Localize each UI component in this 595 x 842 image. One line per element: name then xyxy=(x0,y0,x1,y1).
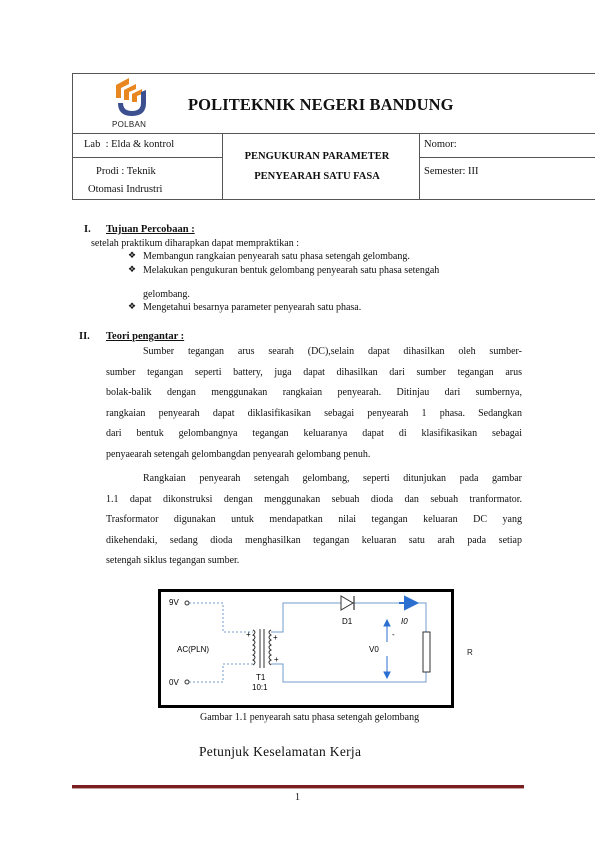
polban-logo-icon xyxy=(112,76,152,120)
label-i0: I0 xyxy=(401,617,408,626)
lab-label xyxy=(84,138,174,151)
objective-item-1: Membangun rangkaian penyearah satu phasa setengah gelombang. xyxy=(143,251,410,262)
objective-item-3: Mengetahui besarnya parameter penyearah satu phasa. xyxy=(143,302,362,313)
theory-paragraph-2 xyxy=(106,469,522,572)
paragraph-line: setengah siklus tegangan sumber. xyxy=(106,555,240,566)
paragraph-line: bolak-balik dengan menggunakan rangkaian penyearah. Ditinjau dari sumbernya, xyxy=(106,387,522,398)
header-col-divider-2 xyxy=(419,133,420,200)
section-2-title: Teori pengantar : xyxy=(106,331,185,342)
paragraph-line: penyaearah setengah gelombangdan penyearah gelombang penuh. xyxy=(106,448,371,460)
institution-name: POLITEKNIK NEGERI BANDUNG xyxy=(188,95,454,114)
paragraph-line: sumber tegangan seperti battery, juga dapat dihasilkan dari sumber tegangan arus xyxy=(106,366,522,378)
label-resistor: R xyxy=(467,648,473,657)
logo-caption: POLBAN xyxy=(112,120,147,129)
lab-label-text: Lab xyxy=(84,139,101,150)
bullet-icon: ❖ xyxy=(128,265,137,275)
bullet-icon: ❖ xyxy=(128,302,137,312)
section-1-title: Tujuan Percobaan : xyxy=(106,224,195,235)
objective-item-2: Melakukan pengukuran bentuk gelombang penyearah satu phasa setengah xyxy=(143,265,440,276)
semester-field: Semester: III xyxy=(424,166,479,177)
lab-value: : Elda & kontrol xyxy=(105,139,175,150)
header-bottom-border xyxy=(72,199,595,200)
label-turns-ratio: 10:1 xyxy=(252,683,268,692)
half-wave-rectifier-diagram xyxy=(161,592,451,705)
header-row-divider xyxy=(72,133,595,134)
label-0v: 0V xyxy=(169,678,179,687)
figure-caption: Gambar 1.1 penyearah satu phasa setengah gelombang xyxy=(200,712,420,723)
paragraph-line: Sumber tegangan arus searah (DC),selain dapat dihasilkan oleh sumber- xyxy=(143,346,522,357)
label-d1: D1 xyxy=(342,617,353,626)
label-plus-primary: + xyxy=(246,630,251,639)
prodi-line-1: Prodi : Teknik xyxy=(96,166,156,177)
header-left-row-divider xyxy=(72,157,222,158)
paragraph-line: rangkaian penyearah dapat diklasifikasikan sebagai penyearah 1 phasa. Sedangkan xyxy=(106,407,522,419)
label-v0: V0 xyxy=(369,645,379,654)
page-number: 1 xyxy=(295,792,300,803)
label-ac-source: AC(PLN) xyxy=(177,645,210,654)
module-title-line-2: PENYEARAH SATU FASA xyxy=(254,171,380,182)
header-right-row-divider xyxy=(419,157,595,158)
nomor-field: Nomor: xyxy=(424,139,457,150)
label-minus: - xyxy=(392,630,395,639)
objective-item-2-cont: gelombang. xyxy=(143,289,190,300)
header-col-divider-1 xyxy=(222,133,223,200)
theory-paragraph-1 xyxy=(106,342,522,465)
paragraph-line: Rangkaian penyearah setengah gelombang, seperti ditunjukan pada gambar xyxy=(143,473,522,484)
label-t1: T1 xyxy=(256,673,266,682)
footer-rule-thin xyxy=(72,788,524,789)
paragraph-line: dari bentuk gelombangnya tegangan keluaranya dapat di klasifikasikan sebagai xyxy=(106,428,522,439)
paragraph-line: 1.1 dapat dikonstruksi dengan menggunakan sebuah dioda dan sebuah tranformator. xyxy=(106,493,522,505)
safety-heading: Petunjuk Keselamatan Kerja xyxy=(199,744,362,759)
paragraph-line: dikehendaki, sedang dioda menghasilkan tegangan keluaran satu arah pada setiap xyxy=(106,534,522,546)
circuit-figure xyxy=(158,589,454,708)
prodi-line-2: Otomasi Indrustri xyxy=(88,184,163,195)
section-1-intro: setelah praktikum diharapkan dapat mempraktikan : xyxy=(91,238,299,249)
label-9v: 9V xyxy=(169,598,179,607)
bullet-icon: ❖ xyxy=(128,251,137,261)
label-plus-secondary-lower: + xyxy=(274,655,279,664)
header-left-border xyxy=(72,133,73,200)
module-title-line-1: PENGUKURAN PARAMETER xyxy=(244,151,390,162)
section-1-number: I. xyxy=(84,224,91,235)
label-plus-secondary: + xyxy=(273,633,278,642)
section-2-number: II. xyxy=(79,331,90,342)
paragraph-line: Trasformator digunakan untuk mendapatkan nilai tegangan keluaran DC yang xyxy=(106,514,522,525)
